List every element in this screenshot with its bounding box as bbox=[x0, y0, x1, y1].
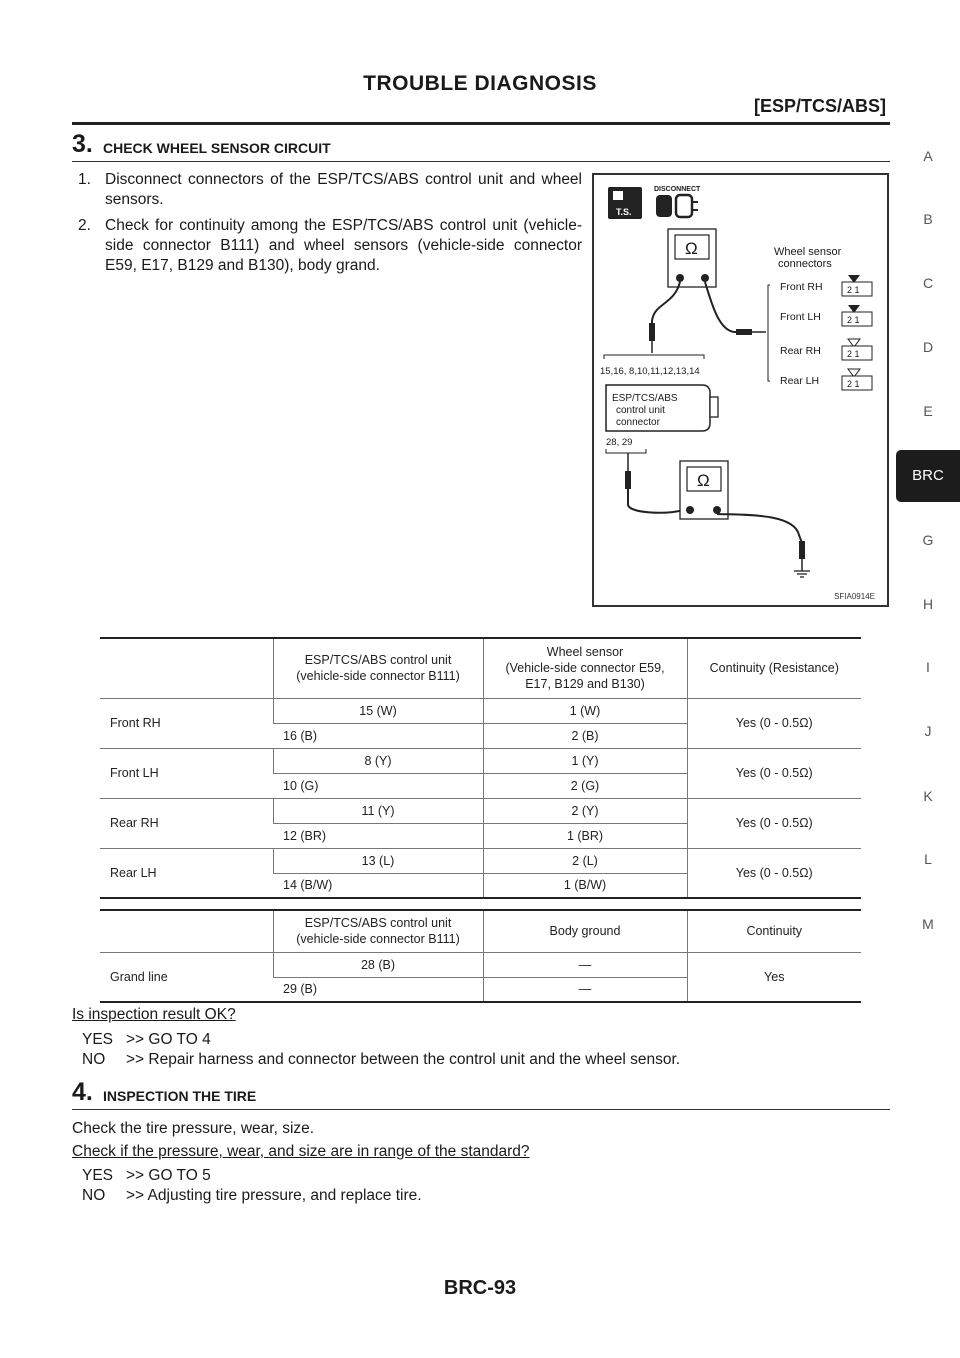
wheel-sensor-label-2: connectors bbox=[778, 258, 832, 270]
list-item: 2. Check for continuity among the ESP/TCS/ABS control unit (vehicle-side connector B111) and wheel sensors (vehicle-side connector E59, E17, B129 and B130), body grand. bbox=[78, 217, 582, 274]
column-header: Continuity (Resistance) bbox=[687, 638, 861, 698]
svg-text:connector: connector bbox=[616, 417, 660, 428]
svg-text:2 1: 2 1 bbox=[847, 379, 860, 389]
ts-label: T.S. bbox=[616, 207, 632, 217]
tire-question: Check if the pressure, wear, and size are in range of the standard? bbox=[72, 1143, 530, 1160]
continuity-value: Yes (0 - 0.5Ω) bbox=[687, 848, 861, 898]
connector-rear-rh-label: Rear RH bbox=[780, 345, 821, 357]
svg-text:2 1: 2 1 bbox=[847, 315, 860, 325]
side-tab-a[interactable]: A bbox=[923, 148, 933, 164]
figure-id: SFIA0914E bbox=[834, 592, 875, 601]
page-number: BRC-93 bbox=[443, 1277, 517, 1299]
step-4-heading bbox=[72, 1076, 890, 1110]
svg-text:ESP/TCS/ABS: ESP/TCS/ABS bbox=[612, 393, 678, 404]
connector-rear-rh-icon bbox=[842, 339, 872, 360]
column-header: ESP/TCS/ABS control unit (vehicle-side connector B111) bbox=[273, 910, 483, 952]
table-row: 14 (B/W) 1 (B/W) bbox=[100, 873, 861, 898]
table-row: Grand line 28 (B) — Yes bbox=[100, 952, 861, 977]
row-label: Rear LH bbox=[100, 848, 273, 898]
step-3-heading bbox=[72, 128, 890, 162]
side-tab-c[interactable]: C bbox=[922, 275, 934, 291]
answer-yes: YES >> GO TO 4 bbox=[82, 1031, 211, 1048]
table-row: 10 (G) 2 (G) bbox=[100, 773, 861, 798]
step-3-instructions bbox=[78, 170, 582, 282]
control-unit-connector-icon bbox=[606, 385, 718, 431]
column-header: ESP/TCS/ABS control unit (vehicle-side connector B111) bbox=[273, 638, 483, 698]
step-4-instruction: Check the tire pressure, wear, size. bbox=[72, 1120, 315, 1137]
table-row: Rear LH 13 (L) 2 (L) Yes (0 - 0.5Ω) bbox=[100, 848, 861, 873]
terminals-bottom-label: 28, 29 bbox=[606, 437, 633, 448]
svg-text:2 1: 2 1 bbox=[847, 285, 860, 295]
table-row: 29 (B) — bbox=[100, 977, 861, 1002]
step-number: 3. bbox=[72, 130, 93, 158]
inspection-answers bbox=[82, 1030, 680, 1070]
side-tab-d[interactable]: D bbox=[922, 339, 934, 355]
list-item: 1. Disconnect connectors of the ESP/TCS/ABS control unit and wheel sensors. bbox=[78, 171, 582, 208]
wheel-sensor-circuit-diagram bbox=[592, 173, 889, 607]
connector-front-lh-icon bbox=[842, 305, 872, 326]
ground-icon bbox=[794, 571, 810, 577]
wheel-sensor-label: Wheel sensor bbox=[774, 246, 842, 258]
table-row: Rear RH 11 (Y) 2 (Y) Yes (0 - 0.5Ω) bbox=[100, 798, 861, 823]
wheel-sensor-continuity-table bbox=[100, 637, 861, 899]
ohmmeter-icon bbox=[668, 229, 716, 287]
connector-front-lh-label: Front LH bbox=[780, 311, 821, 323]
ohmmeter-icon bbox=[680, 461, 728, 519]
continuity-value: Yes (0 - 0.5Ω) bbox=[687, 798, 861, 848]
answer-no: NO >> Adjusting tire pressure, and replace tire. bbox=[82, 1187, 422, 1204]
connector-front-rh-icon bbox=[842, 275, 872, 296]
connector-rear-lh-icon bbox=[842, 369, 872, 390]
side-tab-b[interactable]: B bbox=[923, 211, 933, 227]
side-tab-k[interactable]: K bbox=[923, 788, 933, 804]
inspection-question: Is inspection result OK? bbox=[72, 1006, 236, 1023]
continuity-value: Yes (0 - 0.5Ω) bbox=[687, 698, 861, 748]
connector-front-rh-label: Front RH bbox=[780, 281, 823, 293]
table-row: Front RH 15 (W) 1 (W) Yes (0 - 0.5Ω) bbox=[100, 698, 861, 723]
page-title: TROUBLE DIAGNOSIS bbox=[363, 72, 597, 95]
column-header: Continuity bbox=[687, 910, 861, 952]
step-title: INSPECTION THE TIRE bbox=[103, 1088, 257, 1104]
terminals-top-label: 15,16, 8,10,11,12,13,14 bbox=[600, 366, 700, 377]
disconnect-label: DISCONNECT bbox=[654, 186, 701, 193]
row-label: Rear RH bbox=[100, 798, 273, 848]
ohm-symbol: Ω bbox=[685, 239, 698, 258]
disconnect-icon bbox=[654, 186, 701, 217]
side-tab-m[interactable]: M bbox=[922, 916, 934, 932]
step-title: CHECK WHEEL SENSOR CIRCUIT bbox=[103, 140, 331, 156]
side-tab-j[interactable]: J bbox=[924, 723, 932, 739]
svg-text:2 1: 2 1 bbox=[847, 349, 860, 359]
row-label: Grand line bbox=[100, 952, 273, 1002]
table-row: 12 (BR) 1 (BR) bbox=[100, 823, 861, 848]
ts-icon bbox=[608, 187, 642, 219]
connector-rear-lh-label: Rear LH bbox=[780, 375, 820, 387]
svg-text:control unit: control unit bbox=[616, 405, 665, 416]
table-row: Front LH 8 (Y) 1 (Y) Yes (0 - 0.5Ω) bbox=[100, 748, 861, 773]
side-tab-e[interactable]: E bbox=[923, 403, 933, 419]
header-rule bbox=[72, 122, 890, 125]
side-tab-h[interactable]: H bbox=[922, 596, 934, 612]
answer-no: NO >> Repair harness and connector between the control unit and the wheel sensor. bbox=[82, 1051, 681, 1068]
continuity-value: Yes bbox=[687, 952, 861, 1002]
side-tab-g[interactable]: G bbox=[922, 532, 934, 548]
side-tab-l[interactable]: L bbox=[924, 851, 932, 867]
circuit-illustration bbox=[594, 175, 887, 605]
side-tab-i[interactable]: I bbox=[926, 659, 930, 675]
row-label: Front LH bbox=[100, 748, 273, 798]
ohm-symbol: Ω bbox=[697, 471, 710, 490]
answer-yes: YES >> GO TO 5 bbox=[82, 1167, 211, 1184]
column-header: Body ground bbox=[483, 910, 687, 952]
section-subtitle: [ESP/TCS/ABS] bbox=[753, 96, 886, 116]
continuity-value: Yes (0 - 0.5Ω) bbox=[687, 748, 861, 798]
row-label: Front RH bbox=[100, 698, 273, 748]
side-tab-brc[interactable]: BRC bbox=[896, 450, 960, 502]
column-header: Wheel sensor (Vehicle-side connector E59, E17, B129 and B130) bbox=[483, 638, 687, 698]
tire-answers bbox=[82, 1166, 422, 1206]
table-row: 16 (B) 2 (B) bbox=[100, 723, 861, 748]
ground-continuity-table bbox=[100, 909, 861, 1003]
step-number: 4. bbox=[72, 1078, 93, 1106]
